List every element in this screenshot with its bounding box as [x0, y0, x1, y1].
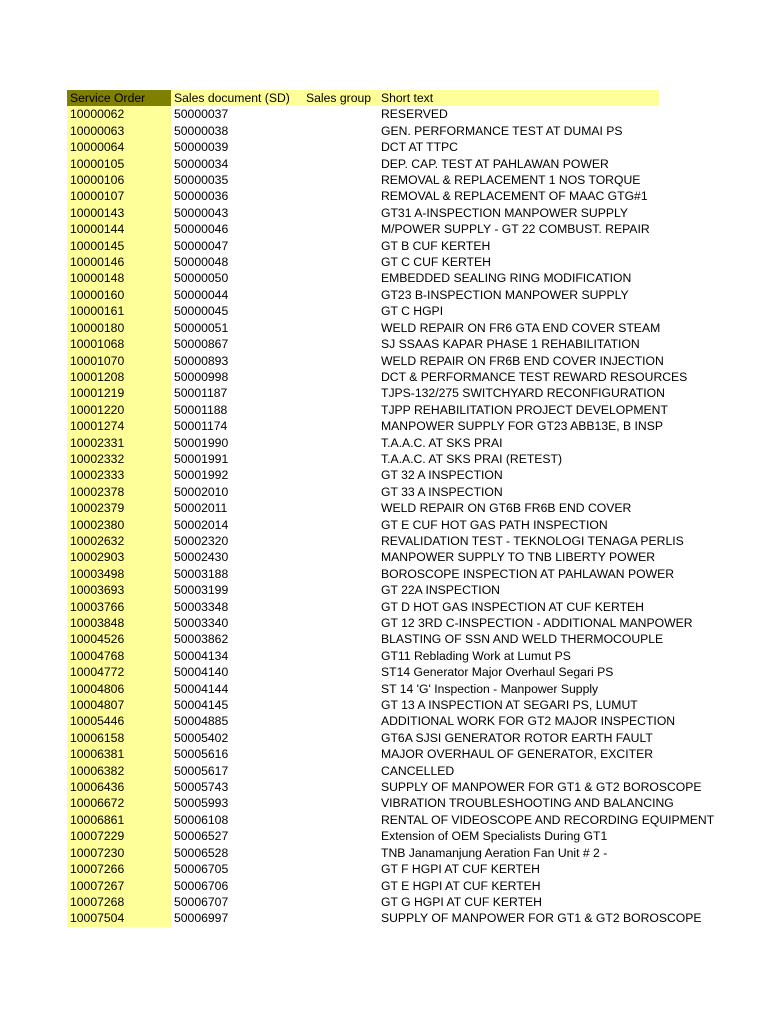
cell-sales-document[interactable]: 50004134 — [171, 648, 303, 664]
cell-sales-document[interactable]: 50006108 — [171, 812, 303, 828]
table-row — [67, 861, 659, 877]
table-row — [67, 730, 659, 746]
cell-sales-group[interactable] — [303, 517, 378, 533]
header-sales-document[interactable]: Sales document (SD) — [171, 90, 303, 106]
cell-sales-document[interactable]: 50000036 — [171, 188, 303, 204]
cell-sales-document[interactable]: 50005617 — [171, 763, 303, 779]
table-row — [67, 221, 659, 237]
cell-sales-group[interactable] — [303, 205, 378, 221]
cell-service-order[interactable]: 10000180 — [67, 320, 171, 336]
cell-sales-document[interactable]: 50001187 — [171, 385, 303, 401]
table-row — [67, 648, 659, 664]
cell-service-order[interactable]: 10004768 — [67, 648, 171, 664]
cell-sales-group[interactable] — [303, 878, 378, 894]
table-row — [67, 254, 659, 270]
cell-service-order[interactable]: 10006672 — [67, 795, 171, 811]
cell-short-text[interactable]: MANPOWER SUPPLY TO TNB LIBERTY POWER — [378, 549, 659, 565]
table-row — [67, 713, 659, 729]
cell-short-text[interactable]: ADDITIONAL WORK FOR GT2 MAJOR INSPECTION — [378, 713, 659, 729]
cell-sales-document[interactable]: 50006527 — [171, 828, 303, 844]
cell-short-text[interactable]: GT G HGPI AT CUF KERTEH — [378, 894, 659, 910]
table-row — [67, 631, 659, 647]
cell-sales-document[interactable]: 50004144 — [171, 681, 303, 697]
cell-short-text[interactable]: REMOVAL & REPLACEMENT 1 NOS TORQUE — [378, 172, 659, 188]
table-row — [67, 664, 659, 680]
cell-service-order[interactable]: 10000144 — [67, 221, 171, 237]
cell-service-order[interactable]: 10000145 — [67, 238, 171, 254]
cell-service-order[interactable]: 10002903 — [67, 549, 171, 565]
table-row — [67, 451, 659, 467]
cell-service-order[interactable]: 10001219 — [67, 385, 171, 401]
table-row — [67, 779, 659, 795]
cell-sales-group[interactable] — [303, 631, 378, 647]
cell-short-text[interactable]: EMBEDDED SEALING RING MODIFICATION — [378, 270, 659, 286]
cell-service-order[interactable]: 10006382 — [67, 763, 171, 779]
table-row — [67, 123, 659, 139]
table-row — [67, 353, 659, 369]
cell-sales-document[interactable]: 50005743 — [171, 779, 303, 795]
cell-short-text[interactable]: SUPPLY OF MANPOWER FOR GT1 & GT2 BOROSCOPE — [378, 910, 659, 926]
cell-sales-group[interactable] — [303, 795, 378, 811]
table-row — [67, 517, 659, 533]
header-row — [67, 90, 659, 106]
table-row — [67, 615, 659, 631]
cell-service-order[interactable]: 10003498 — [67, 566, 171, 582]
table-row — [67, 320, 659, 336]
cell-short-text[interactable]: GT D HOT GAS INSPECTION AT CUF KERTEH — [378, 599, 659, 615]
cell-sales-group[interactable] — [303, 681, 378, 697]
header-sales-group[interactable]: Sales group — [303, 90, 378, 106]
cell-service-order[interactable]: 10000064 — [67, 139, 171, 155]
cell-service-order[interactable]: 10001068 — [67, 336, 171, 352]
cell-service-order[interactable]: 10006381 — [67, 746, 171, 762]
cell-sales-document[interactable]: 50000046 — [171, 221, 303, 237]
table-row — [67, 599, 659, 615]
table-row — [67, 484, 659, 500]
cell-service-order[interactable]: 10000148 — [67, 270, 171, 286]
table-row — [67, 795, 659, 811]
cell-sales-group[interactable] — [303, 254, 378, 270]
cell-short-text[interactable]: MANPOWER SUPPLY FOR GT23 ABB13E, B INSP — [378, 418, 659, 434]
cell-sales-group[interactable] — [303, 763, 378, 779]
cell-short-text[interactable]: WELD REPAIR ON FR6 GTA END COVER STEAM — [378, 320, 659, 336]
table-row — [67, 418, 659, 434]
table-row — [67, 139, 659, 155]
table-row — [67, 681, 659, 697]
cell-sales-document[interactable]: 50001992 — [171, 467, 303, 483]
cell-sales-document[interactable]: 50002430 — [171, 549, 303, 565]
cell-short-text[interactable]: REVALIDATION TEST - TEKNOLOGI TENAGA PERLIS — [378, 533, 659, 549]
cell-short-text[interactable]: GT F HGPI AT CUF KERTEH — [378, 861, 659, 877]
cell-sales-document[interactable]: 50003862 — [171, 631, 303, 647]
cell-sales-document[interactable]: 50004885 — [171, 713, 303, 729]
cell-service-order[interactable]: 10005446 — [67, 713, 171, 729]
cell-sales-group[interactable] — [303, 484, 378, 500]
cell-service-order[interactable]: 10007268 — [67, 894, 171, 910]
cell-short-text[interactable]: WELD REPAIR ON FR6B END COVER INJECTION — [378, 353, 659, 369]
cell-short-text[interactable]: DCT & PERFORMANCE TEST REWARD RESOURCES — [378, 369, 659, 385]
cell-sales-document[interactable]: 50003340 — [171, 615, 303, 631]
cell-short-text[interactable]: GT 32 A INSPECTION — [378, 467, 659, 483]
cell-service-order[interactable]: 10002332 — [67, 451, 171, 467]
table-row — [67, 188, 659, 204]
cell-sales-group[interactable] — [303, 402, 378, 418]
cell-service-order[interactable]: 10007230 — [67, 845, 171, 861]
cell-sales-group[interactable] — [303, 582, 378, 598]
cell-sales-document[interactable]: 50002011 — [171, 500, 303, 516]
cell-sales-document[interactable]: 50000867 — [171, 336, 303, 352]
cell-sales-document[interactable]: 50001188 — [171, 402, 303, 418]
table-row — [67, 500, 659, 516]
cell-service-order[interactable]: 10004772 — [67, 664, 171, 680]
cell-sales-group[interactable] — [303, 156, 378, 172]
cell-short-text[interactable]: DEP. CAP. TEST AT PAHLAWAN POWER — [378, 156, 659, 172]
cell-sales-group[interactable] — [303, 336, 378, 352]
cell-short-text[interactable]: BLASTING OF SSN AND WELD THERMOCOUPLE — [378, 631, 659, 647]
cell-service-order[interactable]: 10000107 — [67, 188, 171, 204]
cell-sales-document[interactable]: 50000037 — [171, 106, 303, 122]
table-row — [67, 845, 659, 861]
cell-service-order[interactable]: 10002632 — [67, 533, 171, 549]
cell-sales-group[interactable] — [303, 238, 378, 254]
cell-sales-group[interactable] — [303, 697, 378, 713]
cell-sales-group[interactable] — [303, 779, 378, 795]
cell-sales-group[interactable] — [303, 566, 378, 582]
cell-service-order[interactable]: 10000161 — [67, 303, 171, 319]
cell-sales-document[interactable]: 50006706 — [171, 878, 303, 894]
cell-short-text[interactable]: RESERVED — [378, 106, 659, 122]
cell-service-order[interactable]: 10000062 — [67, 106, 171, 122]
cell-sales-group[interactable] — [303, 451, 378, 467]
table-row — [67, 549, 659, 565]
cell-sales-document[interactable]: 50000047 — [171, 238, 303, 254]
cell-short-text[interactable]: GT E CUF HOT GAS PATH INSPECTION — [378, 517, 659, 533]
cell-short-text[interactable]: DCT AT TTPC — [378, 139, 659, 155]
table-row — [67, 697, 659, 713]
cell-sales-document[interactable]: 50003188 — [171, 566, 303, 582]
table-row — [67, 238, 659, 254]
cell-service-order[interactable]: 10000146 — [67, 254, 171, 270]
cell-service-order[interactable]: 10001220 — [67, 402, 171, 418]
cell-service-order[interactable]: 10002331 — [67, 435, 171, 451]
cell-service-order[interactable]: 10002379 — [67, 500, 171, 516]
cell-sales-group[interactable] — [303, 287, 378, 303]
cell-short-text[interactable]: GT E HGPI AT CUF KERTEH — [378, 878, 659, 894]
cell-service-order[interactable]: 10007266 — [67, 861, 171, 877]
cell-sales-group[interactable] — [303, 500, 378, 516]
cell-sales-document[interactable]: 50002320 — [171, 533, 303, 549]
cell-short-text[interactable]: RENTAL OF VIDEOSCOPE AND RECORDING EQUIPMENT — [378, 812, 659, 828]
table-row — [67, 878, 659, 894]
cell-sales-document[interactable]: 50004140 — [171, 664, 303, 680]
cell-service-order[interactable]: 10006436 — [67, 779, 171, 795]
cell-sales-document[interactable]: 50006528 — [171, 845, 303, 861]
table-row — [67, 746, 659, 762]
table-row — [67, 582, 659, 598]
cell-sales-group[interactable] — [303, 188, 378, 204]
cell-sales-document[interactable]: 50000044 — [171, 287, 303, 303]
cell-short-text[interactable]: GT 22A INSPECTION — [378, 582, 659, 598]
cell-service-order[interactable]: 10007229 — [67, 828, 171, 844]
cell-sales-document[interactable]: 50000998 — [171, 369, 303, 385]
table-row — [67, 156, 659, 172]
cell-sales-group[interactable] — [303, 385, 378, 401]
cell-sales-document[interactable]: 50001174 — [171, 418, 303, 434]
cell-service-order[interactable]: 10001070 — [67, 353, 171, 369]
cell-sales-document[interactable]: 50003348 — [171, 599, 303, 615]
table-row — [67, 467, 659, 483]
cell-sales-document[interactable]: 50000035 — [171, 172, 303, 188]
table-row — [67, 270, 659, 286]
cell-sales-group[interactable] — [303, 713, 378, 729]
cell-sales-group[interactable] — [303, 435, 378, 451]
cell-short-text[interactable]: GT31 A-INSPECTION MANPOWER SUPPLY — [378, 205, 659, 221]
cell-short-text[interactable]: T.A.A.C. AT SKS PRAI — [378, 435, 659, 451]
cell-short-text[interactable]: SJ SSAAS KAPAR PHASE 1 REHABILITATION — [378, 336, 659, 352]
cell-short-text[interactable]: GT C HGPI — [378, 303, 659, 319]
cell-sales-group[interactable] — [303, 221, 378, 237]
cell-service-order[interactable]: 10002378 — [67, 484, 171, 500]
table-row — [67, 205, 659, 221]
table-row — [67, 385, 659, 401]
cell-sales-document[interactable]: 50000048 — [171, 254, 303, 270]
cell-sales-document[interactable]: 50002010 — [171, 484, 303, 500]
cell-sales-group[interactable] — [303, 369, 378, 385]
cell-short-text[interactable]: BOROSCOPE INSPECTION AT PAHLAWAN POWER — [378, 566, 659, 582]
table-row — [67, 336, 659, 352]
cell-service-order[interactable]: 10003848 — [67, 615, 171, 631]
cell-short-text[interactable]: REMOVAL & REPLACEMENT OF MAAC GTG#1 — [378, 188, 659, 204]
table-row — [67, 910, 659, 926]
cell-sales-group[interactable] — [303, 270, 378, 286]
cell-sales-document[interactable]: 50000045 — [171, 303, 303, 319]
cell-sales-group[interactable] — [303, 353, 378, 369]
cell-short-text[interactable]: GT B CUF KERTEH — [378, 238, 659, 254]
header-short-text[interactable]: Short text — [378, 90, 659, 106]
service-order-table — [67, 90, 715, 927]
cell-sales-document[interactable]: 50000051 — [171, 320, 303, 336]
cell-sales-document[interactable]: 50006707 — [171, 894, 303, 910]
cell-sales-document[interactable]: 50000893 — [171, 353, 303, 369]
cell-service-order[interactable]: 10000143 — [67, 205, 171, 221]
cell-sales-group[interactable] — [303, 648, 378, 664]
cell-service-order[interactable]: 10000160 — [67, 287, 171, 303]
cell-service-order[interactable]: 10006861 — [67, 812, 171, 828]
cell-sales-document[interactable]: 50003199 — [171, 582, 303, 598]
cell-short-text[interactable]: MAJOR OVERHAUL OF GENERATOR, EXCITER — [378, 746, 659, 762]
cell-sales-group[interactable] — [303, 845, 378, 861]
cell-service-order[interactable]: 10006158 — [67, 730, 171, 746]
table-row — [67, 369, 659, 385]
cell-sales-group[interactable] — [303, 320, 378, 336]
cell-short-text[interactable]: GT C CUF KERTEH — [378, 254, 659, 270]
cell-sales-document[interactable]: 50006705 — [171, 861, 303, 877]
cell-sales-group[interactable] — [303, 730, 378, 746]
cell-short-text[interactable]: SUPPLY OF MANPOWER FOR GT1 & GT2 BOROSCOPE — [378, 779, 659, 795]
cell-service-order[interactable]: 10001208 — [67, 369, 171, 385]
cell-short-text[interactable]: GT23 B-INSPECTION MANPOWER SUPPLY — [378, 287, 659, 303]
cell-service-order[interactable]: 10004806 — [67, 681, 171, 697]
cell-sales-group[interactable] — [303, 123, 378, 139]
cell-short-text[interactable]: GT 33 A INSPECTION — [378, 484, 659, 500]
cell-sales-group[interactable] — [303, 139, 378, 155]
cell-short-text[interactable]: T.A.A.C. AT SKS PRAI (RETEST) — [378, 451, 659, 467]
cell-sales-document[interactable]: 50000039 — [171, 139, 303, 155]
cell-short-text[interactable]: GEN. PERFORMANCE TEST AT DUMAI PS — [378, 123, 659, 139]
spreadsheet — [67, 90, 715, 927]
cell-sales-document[interactable]: 50001990 — [171, 435, 303, 451]
cell-sales-group[interactable] — [303, 467, 378, 483]
table-row — [67, 435, 659, 451]
table-row — [67, 106, 659, 122]
cell-short-text[interactable]: WELD REPAIR ON GT6B FR6B END COVER — [378, 500, 659, 516]
cell-service-order[interactable]: 10000105 — [67, 156, 171, 172]
cell-sales-group[interactable] — [303, 664, 378, 680]
cell-short-text[interactable]: TNB Janamanjung Aeration Fan Unit # 2 - — [378, 845, 659, 861]
cell-service-order[interactable]: 10000063 — [67, 123, 171, 139]
cell-sales-group[interactable] — [303, 828, 378, 844]
cell-sales-group[interactable] — [303, 615, 378, 631]
cell-sales-group[interactable] — [303, 172, 378, 188]
cell-service-order[interactable]: 10004807 — [67, 697, 171, 713]
header-service-order[interactable]: Service Order — [67, 90, 171, 106]
cell-sales-group[interactable] — [303, 894, 378, 910]
cell-sales-group[interactable] — [303, 418, 378, 434]
cell-sales-document[interactable]: 50001991 — [171, 451, 303, 467]
table-row — [67, 894, 659, 910]
cell-sales-group[interactable] — [303, 910, 378, 926]
cell-sales-group[interactable] — [303, 533, 378, 549]
table-row — [67, 828, 659, 844]
cell-sales-document[interactable]: 50004145 — [171, 697, 303, 713]
cell-short-text[interactable]: VIBRATION TROUBLESHOOTING AND BALANCING — [378, 795, 659, 811]
cell-service-order[interactable]: 10002380 — [67, 517, 171, 533]
cell-short-text[interactable]: ST14 Generator Major Overhaul Segari PS — [378, 664, 659, 680]
cell-sales-group[interactable] — [303, 861, 378, 877]
cell-service-order[interactable]: 10000106 — [67, 172, 171, 188]
cell-service-order[interactable]: 10004526 — [67, 631, 171, 647]
cell-short-text[interactable]: GT 12 3RD C-INSPECTION - ADDITIONAL MANPOWER — [378, 615, 659, 631]
cell-service-order[interactable]: 10002333 — [67, 467, 171, 483]
cell-sales-group[interactable] — [303, 106, 378, 122]
cell-sales-document[interactable]: 50005402 — [171, 730, 303, 746]
cell-service-order[interactable]: 10001274 — [67, 418, 171, 434]
table-row — [67, 763, 659, 779]
cell-short-text[interactable]: TJPS-132/275 SWITCHYARD RECONFIGURATION — [378, 385, 659, 401]
table-row — [67, 533, 659, 549]
cell-sales-document[interactable]: 50000034 — [171, 156, 303, 172]
cell-service-order[interactable]: 10003693 — [67, 582, 171, 598]
cell-sales-group[interactable] — [303, 549, 378, 565]
cell-sales-document[interactable]: 50005616 — [171, 746, 303, 762]
cell-sales-group[interactable] — [303, 812, 378, 828]
cell-sales-group[interactable] — [303, 599, 378, 615]
cell-short-text[interactable]: Extension of OEM Specialists During GT1 — [378, 828, 659, 844]
cell-short-text[interactable]: M/POWER SUPPLY - GT 22 COMBUST. REPAIR — [378, 221, 659, 237]
cell-service-order[interactable]: 10007504 — [67, 910, 171, 926]
cell-short-text[interactable]: ST 14 'G' Inspection - Manpower Supply — [378, 681, 659, 697]
table-row — [67, 303, 659, 319]
cell-service-order[interactable]: 10007267 — [67, 878, 171, 894]
cell-sales-document[interactable]: 50000038 — [171, 123, 303, 139]
cell-sales-document[interactable]: 50000050 — [171, 270, 303, 286]
cell-sales-document[interactable]: 50002014 — [171, 517, 303, 533]
cell-sales-document[interactable]: 50006997 — [171, 910, 303, 926]
cell-short-text[interactable]: GT6A SJSI GENERATOR ROTOR EARTH FAULT — [378, 730, 659, 746]
cell-short-text[interactable]: GT 13 A INSPECTION AT SEGARI PS, LUMUT — [378, 697, 659, 713]
cell-sales-document[interactable]: 50000043 — [171, 205, 303, 221]
cell-short-text[interactable]: CANCELLED — [378, 763, 659, 779]
cell-sales-group[interactable] — [303, 303, 378, 319]
cell-short-text[interactable]: GT11 Reblading Work at Lumut PS — [378, 648, 659, 664]
table-row — [67, 402, 659, 418]
cell-sales-group[interactable] — [303, 746, 378, 762]
cell-sales-document[interactable]: 50005993 — [171, 795, 303, 811]
cell-service-order[interactable]: 10003766 — [67, 599, 171, 615]
table-row — [67, 812, 659, 828]
table-row — [67, 287, 659, 303]
table-row — [67, 566, 659, 582]
table-row — [67, 172, 659, 188]
cell-short-text[interactable]: TJPP REHABILITATION PROJECT DEVELOPMENT — [378, 402, 659, 418]
